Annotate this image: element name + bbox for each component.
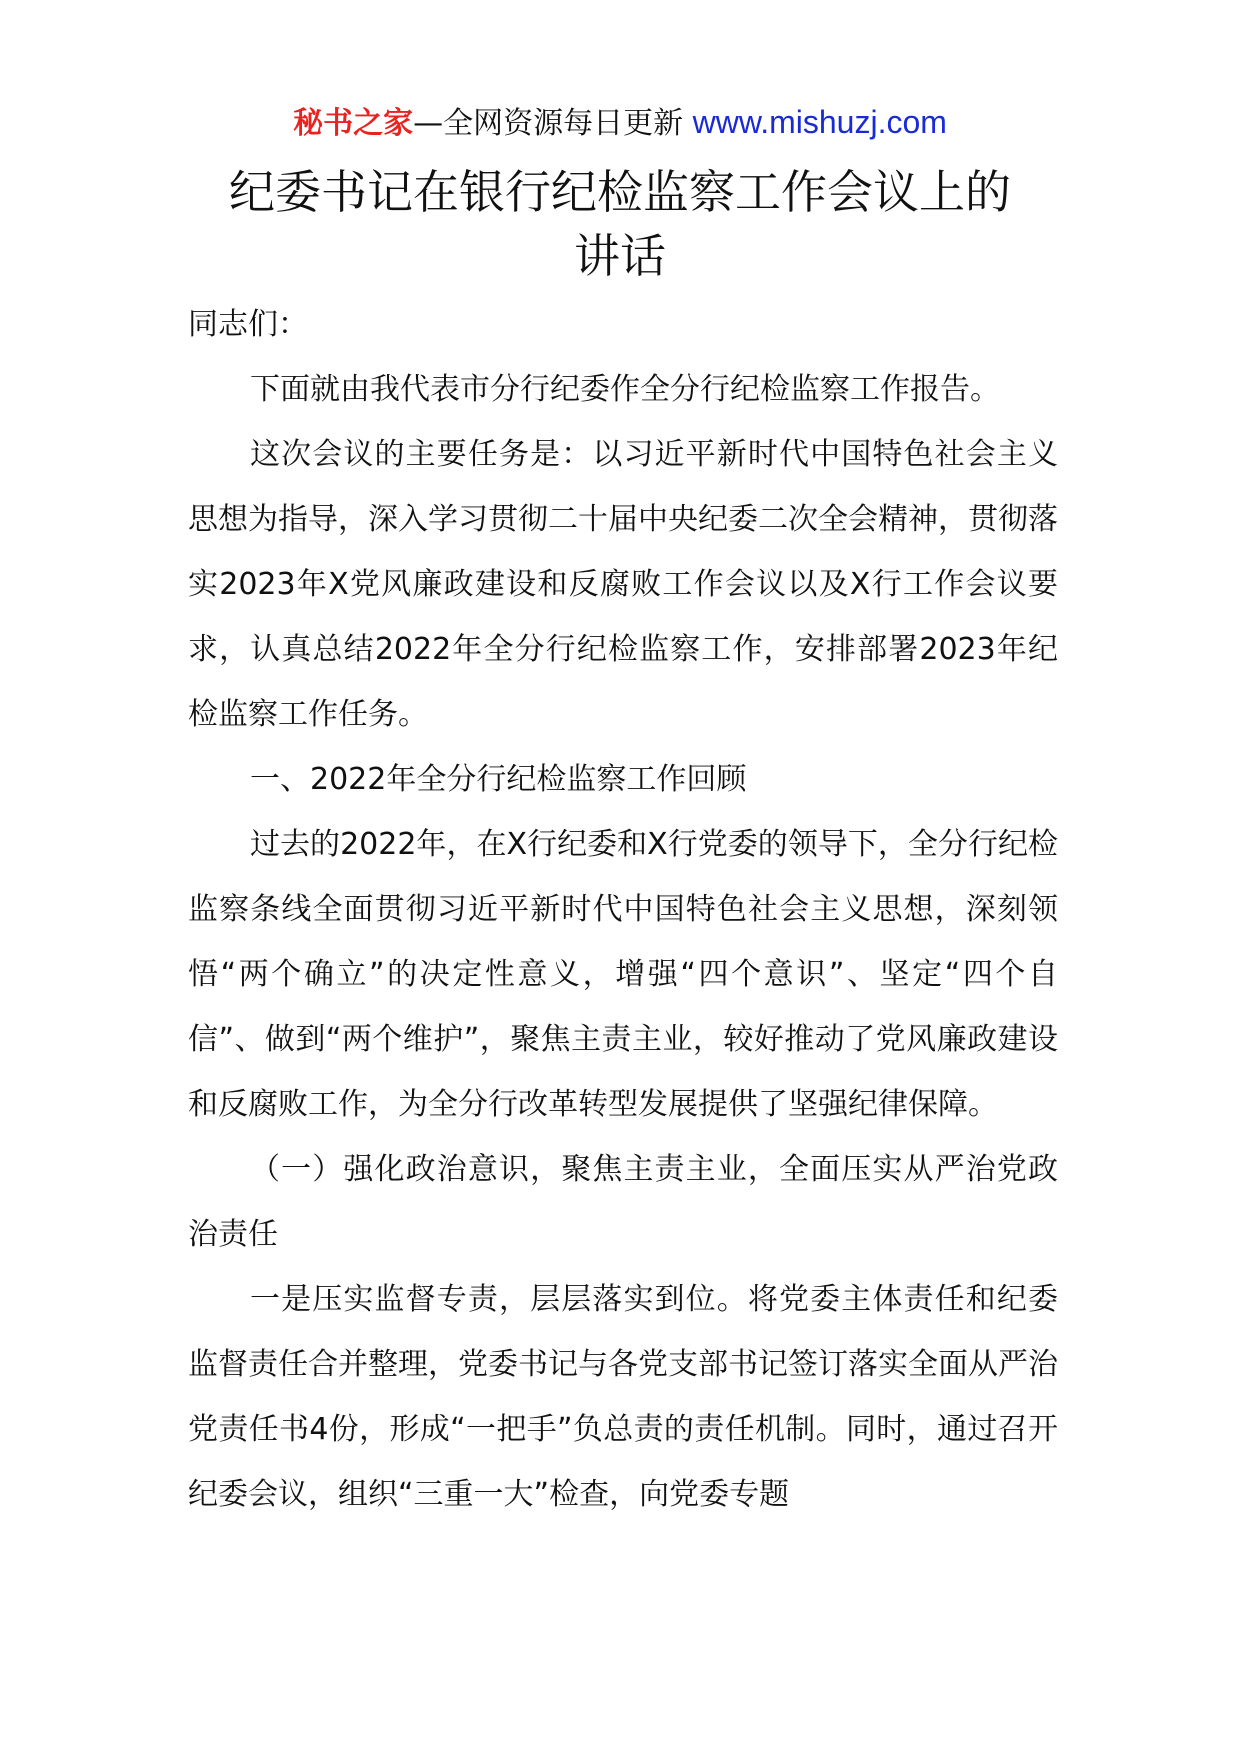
section-heading-1: 一、2022年全分行纪检监察工作回顾	[250, 762, 747, 797]
site-tagline: —全网资源每日更新	[413, 106, 684, 141]
salutation: 同志们：	[188, 307, 308, 342]
document-body	[188, 292, 1058, 1527]
paragraph-point-1: 一是压实监督专责，层层落实到位。将党委主体责任和纪委监督责任合并整理，党委书记与各党支部书记签订落实全面从严治党责任书4份，形成“一把手”负总责的责任机制。同时，通过召开纪委会议，组织“三重一大”检查，向党委专题	[188, 1282, 1058, 1512]
paragraph-review: 过去的2022年，在X行纪委和X行党委的领导下，全分行纪检监察条线全面贯彻习近平新时代中国特色社会主义思想，深刻领悟“两个确立”的决定性意义，增强“四个意识”、坚定“四个自信”、做到“两个维护”，聚焦主责主业，较好推动了党风廉政建设和反腐败工作，为全分行改革转型发展提供了坚强纪律保障。	[188, 827, 1058, 1122]
paragraph-tasks: 这次会议的主要任务是：以习近平新时代中国特色社会主义思想为指导，深入学习贯彻二十届中央纪委二次全会精神，贯彻落实2023年X党风廉政建设和反腐败工作会议以及X行工作会议要求，认真总结2022年全分行纪检监察工作，安排部署2023年纪检监察工作任务。	[188, 437, 1058, 732]
site-url-link[interactable]: www.mishuzj.com	[692, 104, 947, 140]
paragraph-intro: 下面就由我代表市分行纪委作全分行纪检监察工作报告。	[250, 372, 1000, 407]
site-brand: 秘书之家	[293, 106, 414, 141]
site-header	[0, 100, 1240, 146]
document-title-line-1: 纪委书记在银行纪检监察工作会议上的	[229, 165, 1011, 219]
document-title-line-2: 讲话	[574, 229, 666, 283]
document-title	[150, 160, 1090, 288]
subsection-heading-1: （一）强化政治意识，聚焦主责主业，全面压实从严治党政治责任	[188, 1152, 1058, 1252]
